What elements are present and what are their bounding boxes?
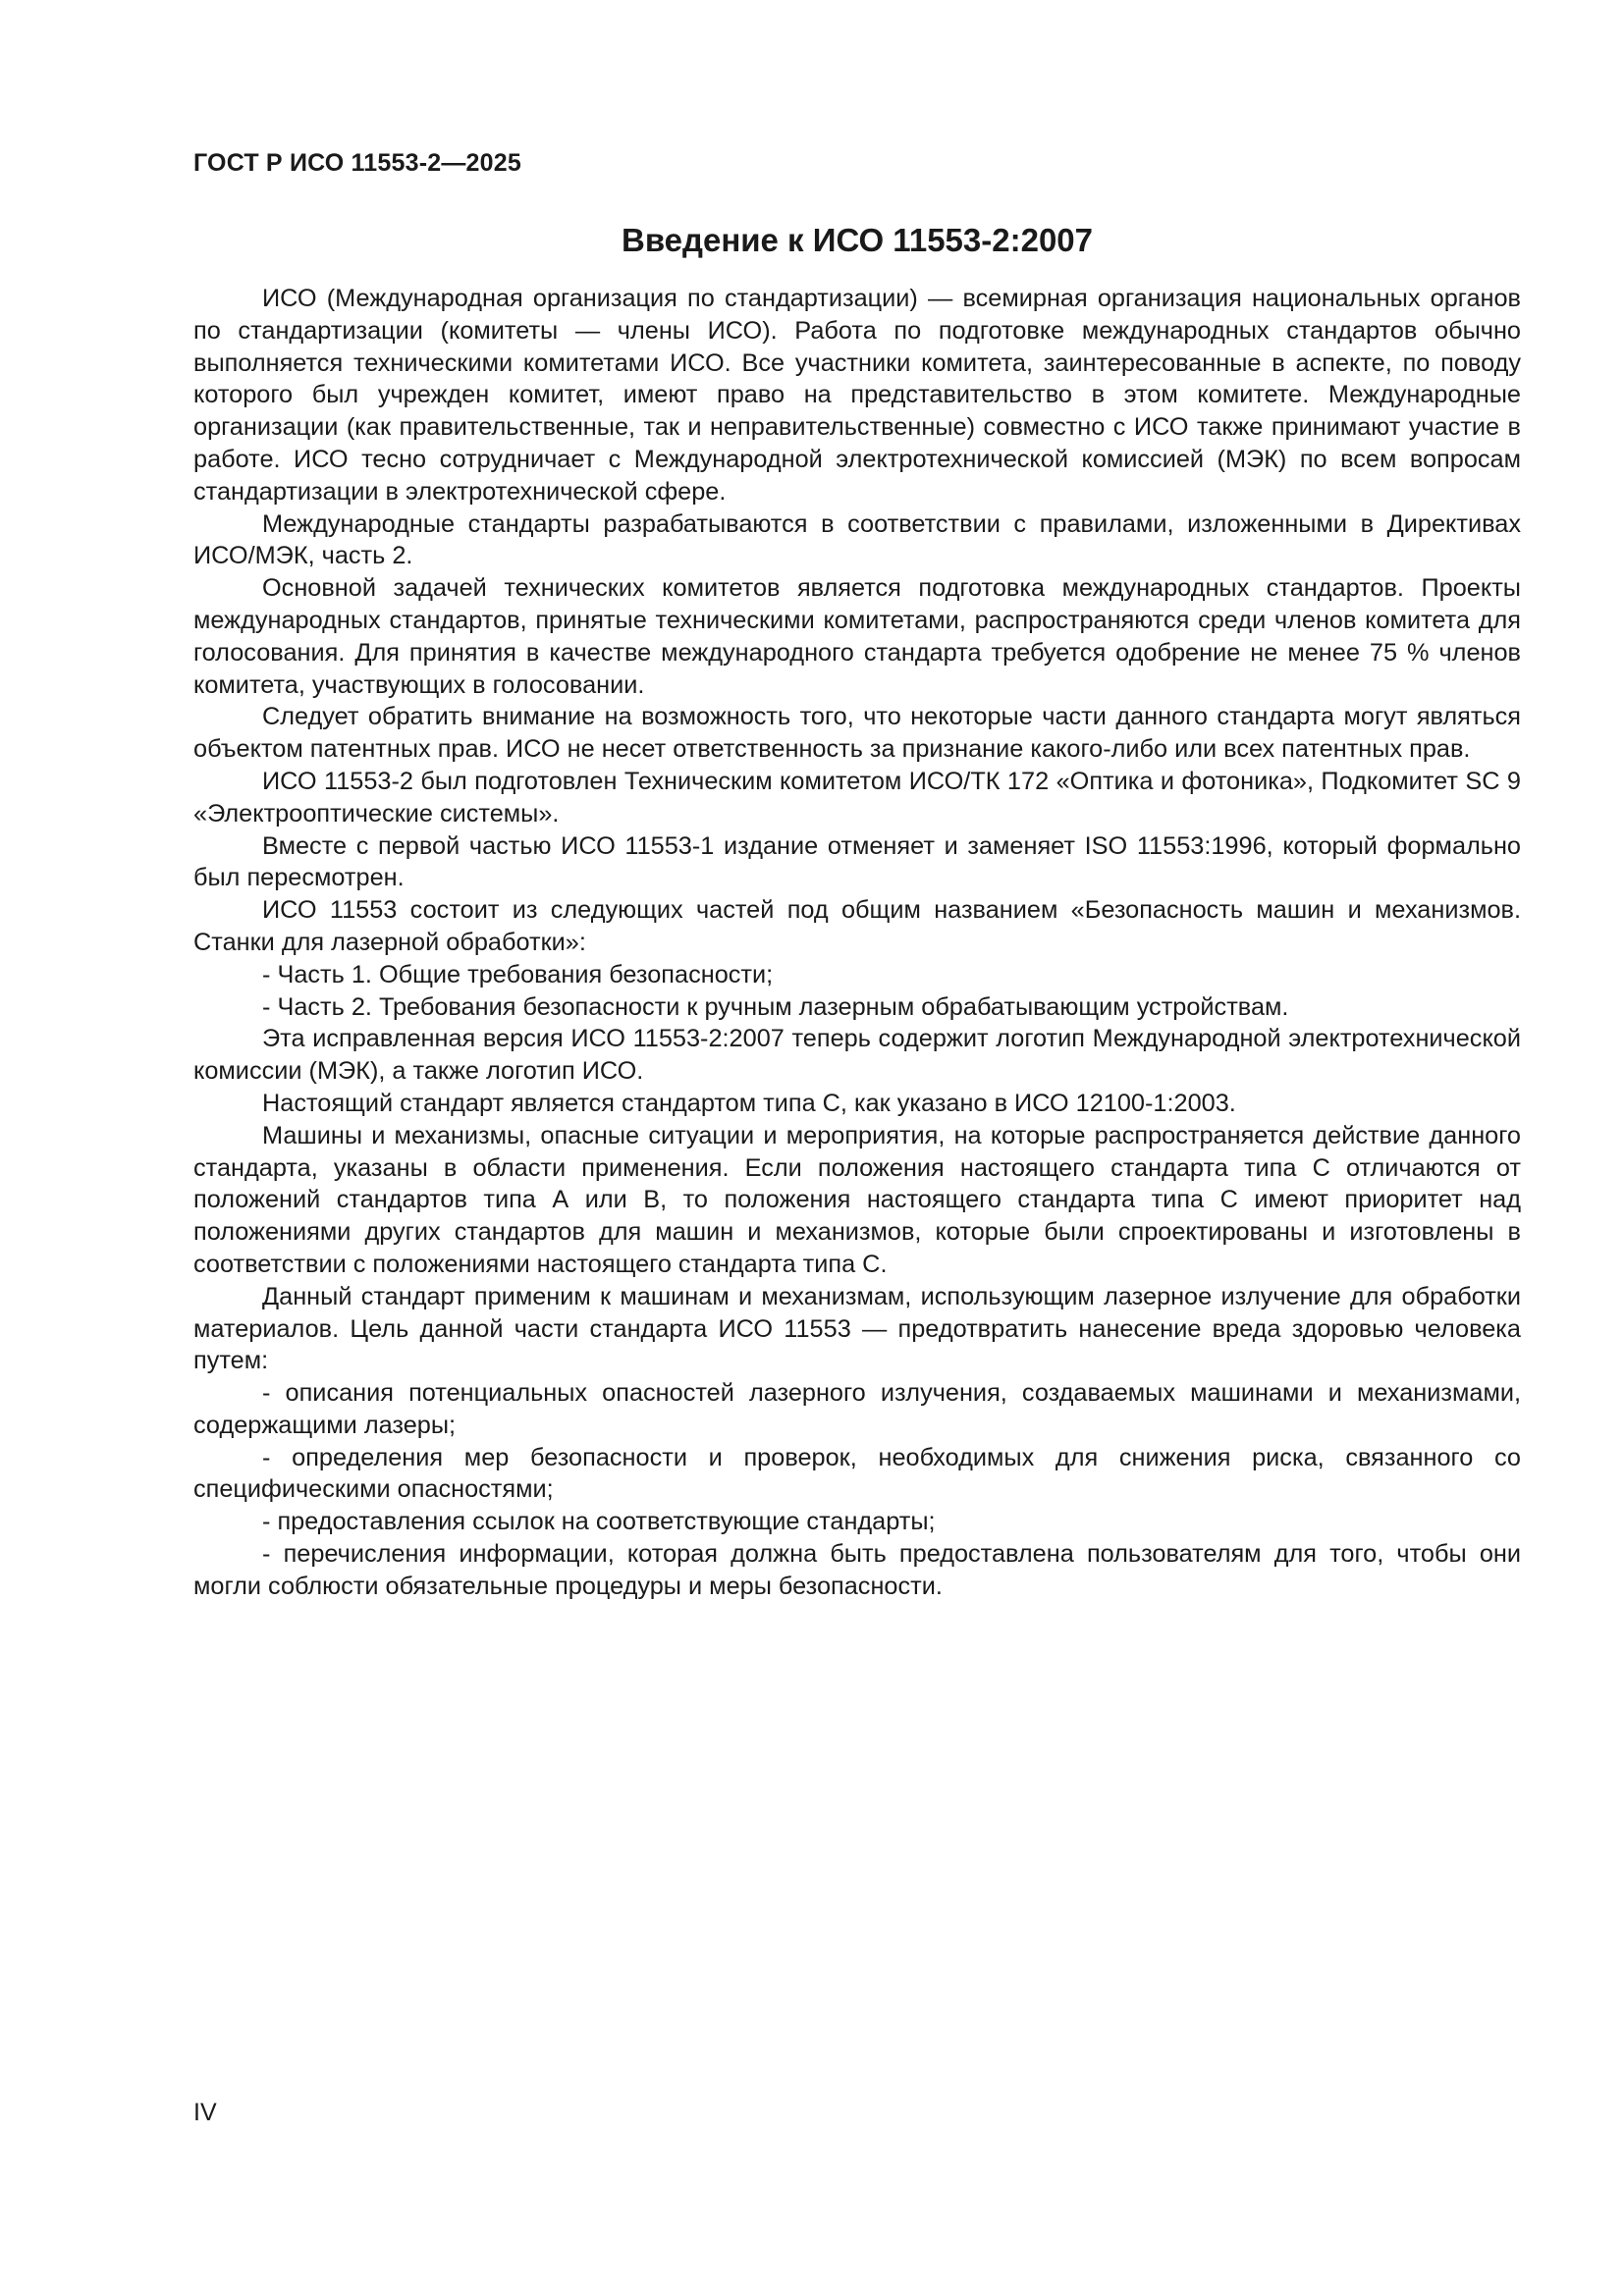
list-item-hazards: - описания потенциальных опасностей лазерного излучения, создаваемых машинами и механизмами, содержащими лазеры;	[193, 1379, 1521, 1439]
paragraph-prepared-by: ИСО 11553-2 был подготовлен Техническим комитетом ИСО/ТК 172 «Оптика и фотоника», Подкомитет SC 9 «Электрооптические системы».	[193, 767, 1521, 828]
paragraph-corrected-version: Эта исправленная версия ИСО 11553-2:2007 теперь содержит логотип Международной электротехнической комиссии (МЭК), а также логотип ИСО.	[193, 1025, 1521, 1086]
paragraph-directives: Международные стандарты разрабатываются в соответствии с правилами, изложенными в Директивах ИСО/МЭК, часть 2.	[193, 509, 1521, 570]
paragraph-committee-task: Основной задачей технических комитетов является подготовка международных стандартов. Проекты международных стандартов, принятые техническими комитетами, распространяются среди членов комитета для голосования. Для принятия в качестве международного стандарта требуется одобрение не менее 75 % членов комитета, участвующих в голосовании.	[193, 574, 1521, 699]
paragraph-type-c: Настоящий стандарт является стандартом типа С, как указано в ИСО 12100-1:2003.	[262, 1089, 1236, 1117]
paragraph-iso-overview: ИСО (Международная организация по стандартизации) — всемирная организация национальных органов по стандартизации (комитеты — члены ИСО). Работа по подготовке международных стандартов обычно выполняется техническими комитетами ИСО. Все участники комитета, заинтересованные в аспекте, по поводу которого был учрежден комитет, имеют право на представительство в этом комитете. Международные организации (как правительственные, так и неправительственные) совместно с ИСО также принимают участие в работе. ИСО тесно сотрудничает с Международной электротехнической комиссией (МЭК) по всем вопросам стандартизации в электротехнической сфере.	[193, 285, 1521, 506]
paragraph-parts-intro: ИСО 11553 состоит из следующих частей под общим названием «Безопасность машин и механизмов. Станки для лазерной обработки»:	[193, 896, 1521, 956]
list-item-safety-measures: - определения мер безопасности и проверок, необходимых для снижения риска, связанного со специфическими опасностями;	[193, 1443, 1521, 1504]
document-code-header: ГОСТ Р ИСО 11553-2—2025	[193, 149, 521, 177]
introduction-body	[193, 283, 1521, 1603]
list-item-part-2: - Часть 2. Требования безопасности к ручным лазерным обрабатывающим устройствам.	[262, 992, 1289, 1021]
section-title: Введение к ИСО 11553-2:2007	[621, 222, 1093, 258]
list-item-user-information: - перечисления информации, которая должна быть предоставлена пользователям для того, чтобы они могли соблюсти обязательные процедуры и меры безопасности.	[193, 1540, 1521, 1600]
list-item-references: - предоставления ссылок на соответствующие стандарты;	[262, 1508, 936, 1536]
paragraph-patent-rights: Следует обратить внимание на возможность того, что некоторые части данного стандарта могут являться объектом патентных прав. ИСО не несет ответственность за признание какого-либо или всех патентных прав.	[193, 703, 1521, 764]
paragraph-replaces: Вместе с первой частью ИСО 11553-1 издание отменяет и заменяет ISO 11553:1996, который формально был пересмотрен.	[193, 831, 1521, 892]
page-number: IV	[193, 2099, 217, 2126]
list-item-part-1: - Часть 1. Общие требования безопасности;	[262, 960, 774, 988]
paragraph-scope-priority: Машины и механизмы, опасные ситуации и мероприятия, на которые распространяется действие данного стандарта, указаны в области применения. Если положения настоящего стандарта типа С отличаются от положений стандартов типа А или В, то положения настоящего стандарта типа С имеют приоритет над положениями других стандартов для машин и механизмов, которые были спроектированы и изготовлены в соответствии с положениями настоящего стандарта типа С.	[193, 1121, 1521, 1278]
paragraph-purpose: Данный стандарт применим к машинам и механизмам, использующим лазерное излучение для обработки материалов. Цель данной части стандарта ИСО 11553 — предотвратить нанесение вреда здоровью человека путем:	[193, 1282, 1521, 1375]
